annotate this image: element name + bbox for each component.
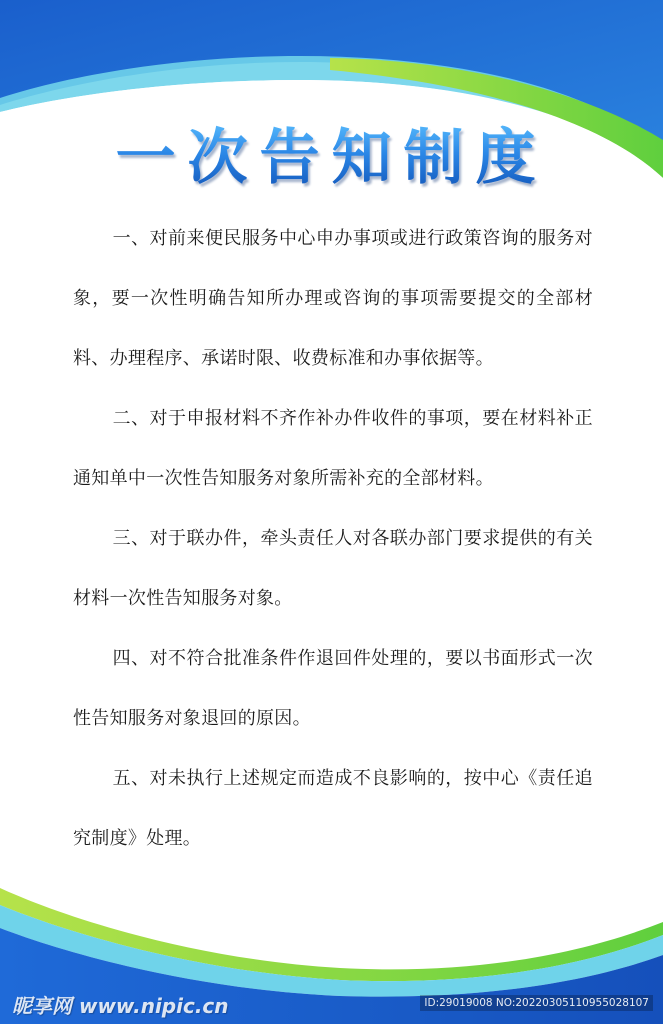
paragraph-1: 一、对前来便民服务中心申办事项或进行政策咨询的服务对象，要一次性明确告知所办理或咨询的事项需要提交的全部材料、办理程序、承诺时限、收费标准和办事依据等。 [73,228,593,369]
notice-body [73,209,593,869]
paragraph-5: 五、对未执行上述规定而造成不良影响的，按中心《责任追究制度》处理。 [73,768,593,849]
paragraph-4: 四、对不符合批准条件作退回件处理的，要以书面形式一次性告知服务对象退回的原因。 [73,648,593,729]
watermark-id: ID:29019008 NO:20220305110955028107 [420,995,653,1011]
paragraph-3: 三、对于联办件，牵头责任人对各联办部门要求提供的有关材料一次性告知服务对象。 [73,528,593,609]
paragraph-2: 二、对于申报材料不齐作补办件收件的事项，要在材料补正通知单中一次性告知服务对象所需补充的全部材料。 [73,408,593,489]
page-title: 一次告知制度 [0,118,663,198]
watermark-logo: 昵享网 www.nipic.cn [12,994,229,1018]
